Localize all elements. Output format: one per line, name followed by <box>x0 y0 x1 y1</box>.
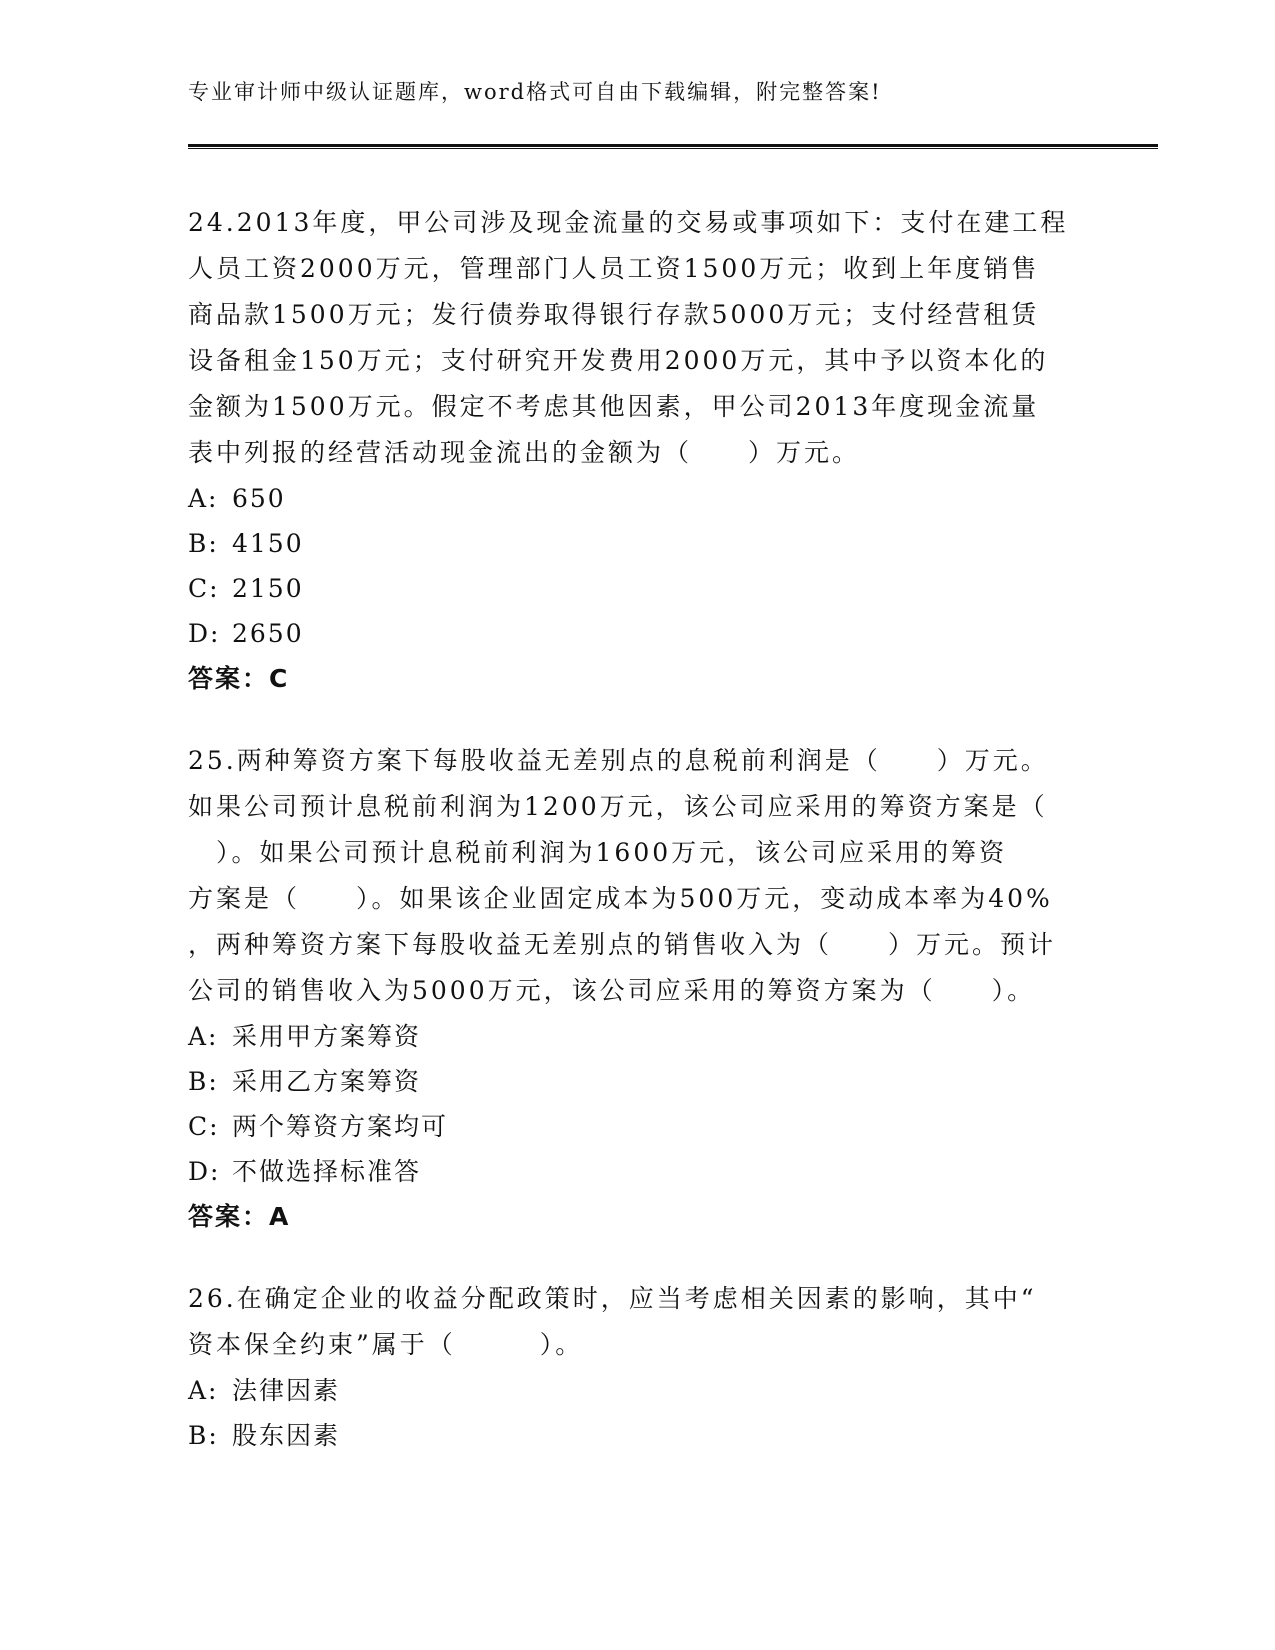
question-stem-line: 24.2013年度，甲公司涉及现金流量的交易或事项如下：支付在建工程 <box>188 208 1069 237</box>
option-text: 两个筹资方案均可 <box>232 1112 449 1141</box>
option-text: 650 <box>232 484 286 513</box>
option-label: B: <box>188 529 219 558</box>
option-d <box>188 611 1088 656</box>
answer-line: 答案：C <box>188 664 290 693</box>
option-a <box>188 476 1088 521</box>
option-text: 股东因素 <box>232 1421 341 1450</box>
question-stem-line: 设备租金150万元；支付研究开发费用2000万元，其中予以资本化的 <box>188 346 1049 375</box>
option-a <box>188 1014 1088 1059</box>
option-a <box>188 1368 1088 1413</box>
question-stem-line: ）。如果公司预计息税前利润为1600万元，该公司应采用的筹资 <box>188 838 1008 867</box>
option-label: A: <box>188 1022 219 1051</box>
option-label: A: <box>188 1376 219 1405</box>
question-stem-line: 商品款1500万元；发行债券取得银行存款5000万元；支付经营租赁 <box>188 300 1040 329</box>
header-divider <box>188 144 1158 149</box>
question-stem-line: ，两种筹资方案下每股收益无差别点的销售收入为（ ）万元。预计 <box>188 930 1057 959</box>
option-label: B: <box>188 1421 219 1450</box>
question-stem-line: 资本保全约束”属于（ ）。 <box>188 1330 584 1359</box>
option-label: A: <box>188 484 219 513</box>
option-label: C: <box>188 574 220 603</box>
option-b <box>188 521 1088 566</box>
option-text: 2150 <box>232 574 304 603</box>
answer-line: 答案：A <box>188 1202 291 1231</box>
option-c <box>188 1104 1088 1149</box>
page-header-title: 专业审计师中级认证题库，word格式可自由下载编辑，附完整答案! <box>188 80 882 104</box>
option-text: 不做选择标准答 <box>232 1157 422 1186</box>
option-label: D: <box>188 1157 221 1186</box>
question-stem-line: 人员工资2000万元，管理部门人员工资1500万元；收到上年度销售 <box>188 254 1040 283</box>
question-stem-line: 如果公司预计息税前利润为1200万元，该公司应采用的筹资方案是（ <box>188 792 1048 821</box>
question-25 <box>188 738 1088 1240</box>
option-text: 4150 <box>232 529 304 558</box>
question-list <box>188 200 1088 1494</box>
option-text: 采用甲方案筹资 <box>232 1022 422 1051</box>
option-label: B: <box>188 1067 219 1096</box>
option-d <box>188 1149 1088 1194</box>
option-c <box>188 566 1088 611</box>
option-text: 采用乙方案筹资 <box>232 1067 422 1096</box>
question-stem-line: 表中列报的经营活动现金流出的金额为（ ）万元。 <box>188 438 861 467</box>
question-stem-line: 26.在确定企业的收益分配政策时，应当考虑相关因素的影响，其中“ <box>188 1284 1037 1313</box>
question-24 <box>188 200 1088 702</box>
question-stem-line: 25.两种筹资方案下每股收益无差别点的息税前利润是（ ）万元。 <box>188 746 1049 775</box>
option-text: 法律因素 <box>232 1376 341 1405</box>
question-26 <box>188 1276 1088 1458</box>
question-stem-line: 金额为1500万元。假定不考虑其他因素，甲公司2013年度现金流量 <box>188 392 1040 421</box>
option-label: D: <box>188 619 221 648</box>
option-text: 2650 <box>232 619 304 648</box>
question-stem-line: 公司的销售收入为5000万元，该公司应采用的筹资方案为（ ）。 <box>188 976 1036 1005</box>
option-label: C: <box>188 1112 220 1141</box>
option-b <box>188 1413 1088 1458</box>
option-b <box>188 1059 1088 1104</box>
question-stem-line: 方案是（ ）。如果该企业固定成本为500万元，变动成本率为40% <box>188 884 1053 913</box>
